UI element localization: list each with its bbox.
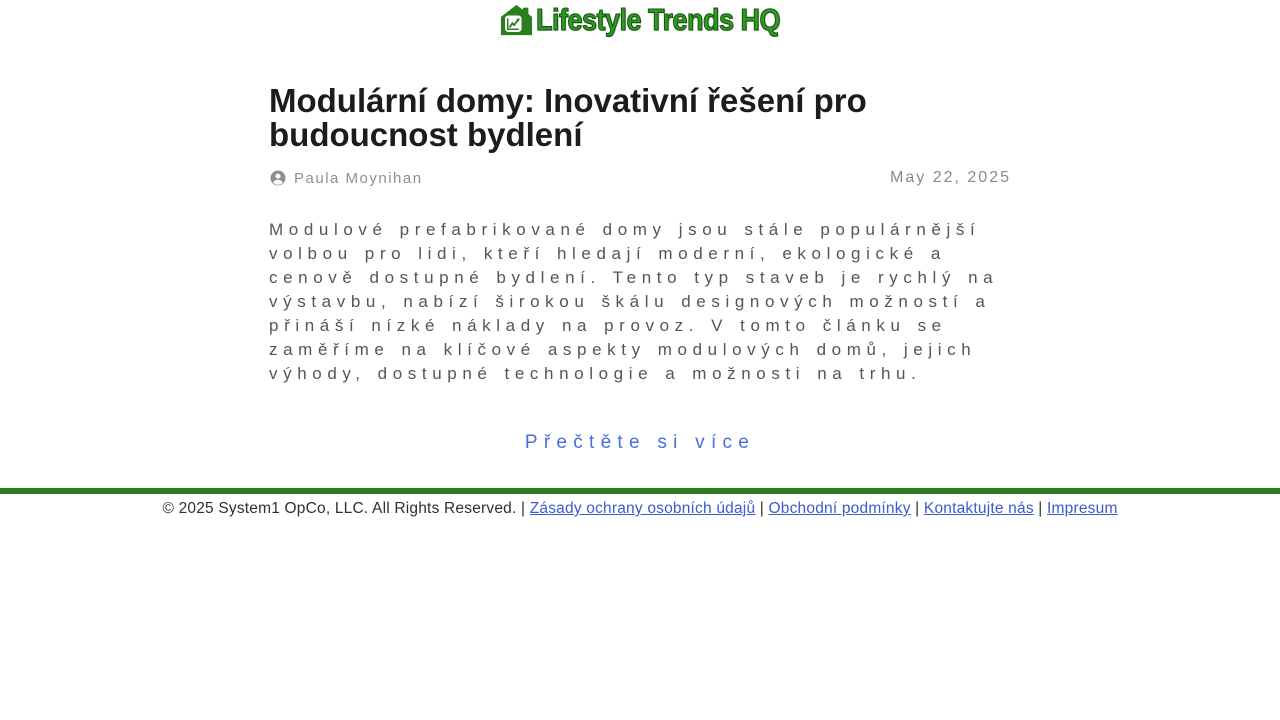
read-more-wrap bbox=[269, 432, 1011, 454]
footer-separator: | bbox=[1038, 500, 1043, 517]
publish-date: May 22, 2025 bbox=[890, 169, 1011, 186]
copyright-text: © 2025 System1 OpCo, LLC. All Rights Reserved. bbox=[162, 500, 517, 517]
article-excerpt: Modulové prefabrikované domy jsou stále populárnější volbou pro lidi, kteří hledají moderní, ekologické a cenově dostupné bydlení. Tento typ staveb je rychlý na výstavbu, nabízí širokou škálu designových možností a přináší nízké náklady na provoz. V tomto článku se zaměříme na klíčové aspekty modulových domů, jejich výhody, dostupné technologie a možnosti na trhu. bbox=[269, 220, 999, 383]
footer-separator: | bbox=[759, 500, 765, 517]
read-more-link[interactable]: Přečtěte si více bbox=[524, 432, 756, 453]
byline bbox=[269, 169, 1011, 187]
footer-link-terms[interactable]: Obchodní podmínky bbox=[768, 500, 911, 517]
footer-text bbox=[0, 500, 1280, 518]
footer-link-impresum[interactable]: Impresum bbox=[1047, 500, 1118, 517]
article bbox=[269, 37, 1011, 454]
site-footer bbox=[0, 488, 1280, 518]
footer-link-privacy[interactable]: Zásady ochrany osobních údajů bbox=[529, 500, 756, 517]
account-circle-icon bbox=[269, 169, 287, 187]
site-logo-text: Lifestyle Trends HQ bbox=[535, 3, 781, 37]
footer-link-contact[interactable]: Kontaktujte nás bbox=[923, 500, 1034, 517]
author-name: Paula Moynihan bbox=[294, 169, 423, 187]
site-header bbox=[0, 0, 1280, 37]
author bbox=[269, 169, 423, 187]
article-title: Modulární domy: Inovativní řešení pro budoucnost bydlení bbox=[269, 82, 867, 153]
footer-accent-bar bbox=[0, 488, 1280, 494]
footer-separator: | bbox=[520, 500, 526, 517]
footer-separator: | bbox=[915, 500, 920, 517]
house-trend-chart-icon bbox=[500, 4, 533, 37]
site-logo[interactable] bbox=[500, 4, 780, 37]
